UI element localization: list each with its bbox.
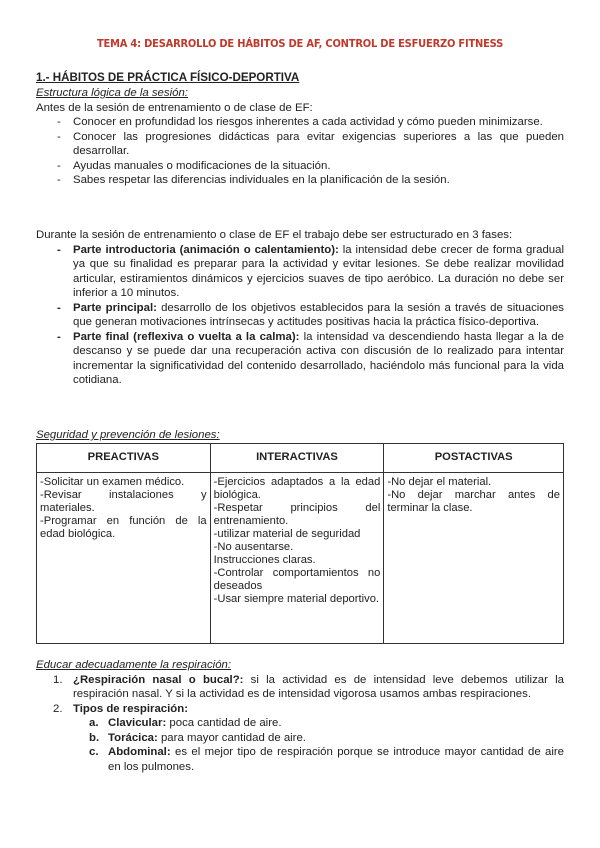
- cell-line: Instrucciones claras.: [213, 553, 316, 566]
- cell-line: -Solicitar un examen médico.: [40, 475, 185, 488]
- breathing-types-list: [36, 716, 564, 774]
- breathing-list: [36, 673, 564, 775]
- table-header-row: [37, 443, 564, 472]
- cell-line: -No ausentarse.: [213, 540, 294, 553]
- cell-line: -Respetar principios del entrenamiento.: [213, 501, 381, 527]
- document-title: TEMA 4: DESARROLLO DE HÁBITOS DE AF, CONTROL DE ESFUERZO FITNESS: [96, 37, 504, 50]
- type-text: para mayor cantidad de aire.: [157, 731, 306, 744]
- type-label: Torácica:: [108, 731, 158, 744]
- interactivas-cell: [210, 472, 384, 643]
- cell-line: -Revisar instalaciones y materiales.: [40, 488, 207, 514]
- list-item: [36, 702, 564, 775]
- phase-label: Parte principal:: [73, 301, 157, 314]
- phases-list: [36, 243, 564, 388]
- type-item: [36, 731, 564, 746]
- cell-line: -Ejercicios adaptados a la edad biológica.: [213, 475, 381, 501]
- type-item: [36, 716, 564, 731]
- phase-item: [36, 330, 564, 388]
- phase-label: Parte final (reflexiva o vuelta a la calma):: [73, 330, 300, 343]
- item-label: ¿Respiración nasal o bucal?:: [73, 673, 244, 686]
- type-text: poca cantidad de aire.: [166, 717, 282, 729]
- phases-block: [36, 228, 564, 388]
- phase-item: [36, 243, 564, 301]
- list-item: - Conocer las progresiones didácticas para evitar exigencias superiores a las que pueden desarrollar.: [36, 130, 564, 159]
- list-item: - Sabes respetar las diferencias individuales en la planificación de la sesión.: [36, 173, 564, 188]
- cell-line: -No dejar marchar antes de terminar la clase.: [387, 488, 560, 514]
- breathing-block: [36, 658, 564, 774]
- type-letter: b.: [89, 731, 100, 744]
- cell-line: -Usar siempre material deportivo.: [213, 592, 380, 605]
- postactivas-cell: [384, 472, 564, 643]
- cell-line: -utilizar material de seguridad: [213, 527, 361, 540]
- cell-line: -Programar en función de la edad biológica.: [40, 514, 207, 540]
- type-text: es el mejor tipo de respiración porque se introduce mayor cantidad de aire en los pulmones.: [108, 746, 564, 773]
- type-letter: c.: [89, 746, 99, 758]
- cell-line: -Controlar comportamientos no deseados: [213, 566, 381, 592]
- session-structure-block: [36, 86, 564, 188]
- type-letter: a.: [89, 717, 99, 729]
- phase-label: Parte introductoria (animación o calentamiento):: [73, 243, 339, 256]
- session-structure-subheading: Estructura lógica de la sesión:: [36, 87, 188, 99]
- item-number: 2.: [53, 702, 63, 715]
- list-item: - Conocer en profundidad los riesgos inherentes a cada actividad y cómo pueden minimizarse.: [36, 115, 564, 130]
- before-session-list: [36, 115, 564, 188]
- table-row: [37, 472, 564, 643]
- phase-item: [36, 301, 564, 330]
- cell-line: -No dejar el material.: [387, 475, 492, 488]
- list-item: [36, 673, 564, 702]
- safety-subheading: Seguridad y prevención de lesiones:: [36, 429, 220, 441]
- type-item: [36, 745, 564, 774]
- item-label: Tipos de respiración:: [73, 702, 188, 715]
- item-number: 1.: [53, 673, 63, 686]
- safety-table: [36, 443, 564, 644]
- section-heading: 1.- HÁBITOS DE PRÁCTICA FÍSICO-DEPORTIVA: [36, 71, 300, 84]
- safety-block: [36, 428, 564, 644]
- header-interactivas: INTERACTIVAS: [210, 443, 384, 472]
- phase-text: la intensidad va descendiendo hasta llegar a la de descanso y se puede dar una recuperación activa con discusión de lo realizado para intentar incrementar la significatividad del contenido desarrollado, haciéndolo más funcional para la vida cotidiana.: [73, 330, 564, 386]
- header-preactivas: PREACTIVAS: [37, 443, 211, 472]
- phase-text: la intensidad debe crecer de forma gradual ya que su finalidad es preparar para la actividad y evitar lesiones. Se debe realizar movilidad articular, estiramientos dinámicos y ejercicios suaves de tipo aeróbico. La duración no debe ser inferior a 10 minutos.: [73, 243, 564, 299]
- item-text: si la actividad es de intensidad leve debemos utilizar la respiración nasal. Y si la actividad es de intensidad vigorosa usamos ambas respiraciones.: [73, 673, 564, 700]
- before-session-intro: Antes de la sesión de entrenamiento o de clase de EF:: [36, 101, 313, 114]
- breathing-subheading: Educar adecuadamente la respiración:: [36, 659, 232, 671]
- header-postactivas: POSTACTIVAS: [384, 443, 564, 472]
- phase-text: desarrollo de los objetivos establecidos para la sesión a través de situaciones que generan motivaciones intrínsecas y actitudes positivas hacia la práctica físico-deportiva.: [73, 301, 564, 328]
- preactivas-cell: [37, 472, 211, 643]
- type-label: Clavicular:: [108, 717, 167, 729]
- list-item: - Ayudas manuales o modificaciones de la situación.: [36, 159, 564, 174]
- type-label: Abdominal:: [108, 746, 171, 758]
- phases-intro: Durante la sesión de entrenamiento o clase de EF el trabajo debe ser estructurado en 3 fases:: [36, 229, 513, 241]
